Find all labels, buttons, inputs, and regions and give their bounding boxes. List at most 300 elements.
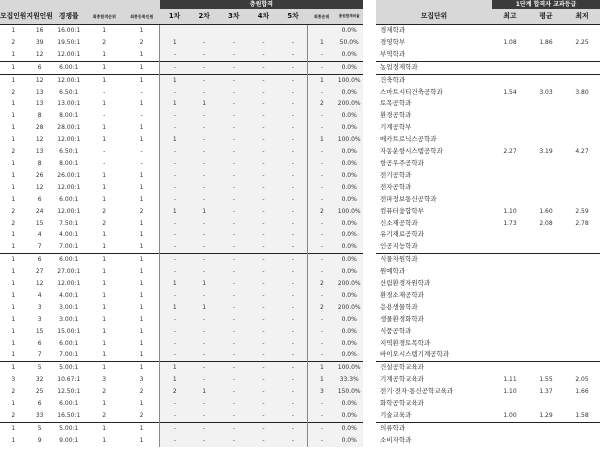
cell-round-2: - bbox=[189, 146, 219, 158]
cell-final-registered: 1 bbox=[124, 74, 160, 86]
cell-final-rank: 1 bbox=[85, 254, 124, 266]
table-row bbox=[0, 182, 363, 194]
cell-final-rank: 1 bbox=[102, 268, 107, 276]
cell-applicants: 8 bbox=[37, 112, 42, 120]
cell-grade-min: 1.66 bbox=[575, 388, 589, 396]
cell-round-5: - bbox=[278, 182, 308, 194]
cell-round-2: - bbox=[189, 266, 219, 278]
cell-round-2: - bbox=[189, 314, 219, 326]
table-row bbox=[376, 158, 600, 170]
cell-competition: 3.00:1 bbox=[59, 315, 79, 323]
cell-final-registered: 1 bbox=[139, 231, 144, 239]
table-row bbox=[0, 98, 363, 110]
cell-round-5: - bbox=[278, 49, 308, 61]
cell-final-order: 1 bbox=[308, 374, 336, 386]
cell-additional-rate: 0.0% bbox=[335, 182, 363, 194]
table-row bbox=[0, 302, 363, 314]
cell-round-3: - bbox=[219, 290, 249, 302]
cell-round-4: - bbox=[249, 206, 279, 218]
cell-final-order: - bbox=[308, 266, 336, 278]
cell-final-rank: 1 bbox=[102, 351, 107, 359]
cell-grade-avg bbox=[528, 122, 564, 134]
cell-grade-avg bbox=[528, 349, 564, 361]
cell-competition: 12.00:1 bbox=[57, 50, 81, 58]
cell-round-3: - bbox=[219, 241, 249, 253]
cell-grade-avg bbox=[528, 110, 564, 122]
cell-round-5: - bbox=[278, 422, 308, 434]
cell-final-rank: 1 bbox=[85, 74, 124, 86]
cell-round-4: - bbox=[249, 122, 279, 134]
table-row bbox=[376, 349, 600, 361]
cell-round-1: 1 bbox=[160, 37, 190, 49]
cell-round-2: 1 bbox=[189, 98, 219, 110]
cell-grade-avg: 2.08 bbox=[539, 219, 553, 227]
cell-additional-rate: 200.0% bbox=[335, 98, 363, 110]
cell-grade-max bbox=[492, 110, 528, 122]
cell-round-4: - bbox=[249, 241, 279, 253]
cell-round-2: - bbox=[189, 87, 219, 99]
table-row bbox=[0, 206, 363, 218]
cell-round-4: - bbox=[249, 254, 279, 266]
cell-recruit: 1 bbox=[11, 436, 16, 444]
cell-final-rank: - bbox=[103, 148, 106, 156]
cell-final-registered: 1 bbox=[139, 303, 144, 311]
cell-round-5: - bbox=[278, 326, 308, 338]
cell-additional-rate: 200.0% bbox=[335, 278, 363, 290]
cell-additional-rate: 0.0% bbox=[335, 110, 363, 122]
cell-round-5: - bbox=[278, 206, 308, 218]
table-row bbox=[376, 254, 600, 266]
cell-round-4: - bbox=[249, 386, 279, 398]
cell-round-5: - bbox=[278, 134, 308, 146]
cell-round-3: - bbox=[219, 146, 249, 158]
cell-round-4: - bbox=[249, 398, 279, 410]
cell-additional-rate: 0.0% bbox=[335, 146, 363, 158]
cell-unit-name: 응용생물학과 bbox=[380, 302, 418, 311]
cell-recruit: 1 bbox=[11, 303, 16, 311]
cell-grade-max bbox=[492, 170, 528, 182]
table-row bbox=[0, 349, 363, 361]
cell-round-4: - bbox=[249, 278, 279, 290]
cell-round-4: - bbox=[249, 74, 279, 86]
cell-round-4: - bbox=[249, 374, 279, 386]
cell-round-5: - bbox=[278, 410, 308, 422]
table-row bbox=[0, 266, 363, 278]
header-competition: 경쟁률 bbox=[53, 9, 85, 25]
cell-grade-min: 2.05 bbox=[575, 376, 589, 384]
table-row bbox=[0, 314, 363, 326]
cell-round-4: - bbox=[249, 158, 279, 170]
cell-final-rank: 1 bbox=[102, 339, 107, 347]
cell-round-1: - bbox=[160, 410, 190, 422]
cell-round-2: - bbox=[189, 290, 219, 302]
table-row bbox=[0, 362, 363, 374]
cell-round-4: - bbox=[249, 422, 279, 434]
cell-additional-rate: 200.0% bbox=[335, 302, 363, 314]
cell-grade-avg bbox=[528, 229, 564, 241]
table-row bbox=[376, 314, 600, 326]
cell-round-4: - bbox=[249, 218, 279, 230]
cell-grade-avg bbox=[528, 326, 564, 338]
cell-round-5: - bbox=[278, 349, 308, 361]
cell-round-2: - bbox=[189, 410, 219, 422]
cell-unit-name: 컴퓨터융합학부 bbox=[380, 206, 424, 215]
cell-round-3: - bbox=[219, 182, 249, 194]
cell-final-rank: 1 bbox=[102, 436, 107, 444]
cell-round-2: - bbox=[189, 349, 219, 361]
cell-round-2: - bbox=[189, 229, 219, 241]
cell-recruit: 1 bbox=[0, 61, 26, 74]
cell-grade-min bbox=[564, 122, 600, 134]
cell-round-3: - bbox=[219, 134, 249, 146]
cell-round-1: 1 bbox=[160, 74, 190, 86]
cell-round-5: - bbox=[278, 398, 308, 410]
cell-round-2: - bbox=[189, 158, 219, 170]
cell-unit-name: 농업경제학과 bbox=[376, 61, 492, 74]
cell-grade-min: 2.59 bbox=[575, 207, 589, 215]
cell-round-4: - bbox=[249, 302, 279, 314]
table-row bbox=[0, 134, 363, 146]
cell-recruit: 1 bbox=[11, 136, 16, 144]
cell-additional-rate: 150.0% bbox=[335, 386, 363, 398]
cell-unit-name: 산림환경자원학과 bbox=[380, 279, 431, 288]
cell-recruit: 1 bbox=[11, 243, 16, 251]
cell-applicants: 16 bbox=[26, 25, 52, 37]
cell-final-order: 1 bbox=[308, 74, 336, 86]
table-row bbox=[0, 158, 363, 170]
table-row bbox=[376, 194, 600, 206]
cell-round-4 bbox=[249, 25, 279, 37]
cell-competition: 8.00:1 bbox=[59, 159, 79, 167]
cell-competition: 6.00:1 bbox=[53, 254, 85, 266]
cell-grade-max bbox=[492, 326, 528, 338]
cell-final-rank: 1 bbox=[102, 231, 107, 239]
cell-unit-name: 지역환경토목학과 bbox=[380, 338, 431, 347]
table-row bbox=[0, 122, 363, 134]
cell-grade-min bbox=[564, 338, 600, 350]
cell-recruit: 2 bbox=[11, 38, 16, 46]
cell-competition: 12.00:1 bbox=[57, 280, 81, 288]
header-final-registered: 최종등록인원 bbox=[124, 9, 160, 25]
table-row bbox=[376, 87, 600, 99]
cell-competition: 13.00:1 bbox=[57, 100, 81, 108]
cell-unit-name: 항공우주공학과 bbox=[380, 158, 424, 167]
cell-unit-name: 환경소재공학과 bbox=[380, 290, 424, 299]
cell-final-registered: 1 bbox=[124, 25, 160, 37]
cell-grade-avg bbox=[528, 49, 564, 61]
cell-round-4: - bbox=[249, 326, 279, 338]
cell-grade-avg: 3.03 bbox=[539, 88, 553, 96]
table-row bbox=[0, 422, 363, 434]
cell-final-rank: 1 bbox=[102, 124, 107, 132]
cell-final-rank: 1 bbox=[102, 171, 107, 179]
cell-round-1: 1 bbox=[160, 278, 190, 290]
cell-round-1: - bbox=[160, 122, 190, 134]
cell-final-order: - bbox=[308, 122, 336, 134]
cell-grade-max bbox=[492, 241, 528, 253]
cell-round-1: - bbox=[160, 314, 190, 326]
cell-grade-max: 1.73 bbox=[503, 219, 517, 227]
cell-round-3: - bbox=[219, 218, 249, 230]
cell-competition: 4.00:1 bbox=[59, 231, 79, 239]
cell-round-3: - bbox=[219, 278, 249, 290]
cell-final-registered: - bbox=[140, 88, 143, 96]
cell-grade-max: 1.10 bbox=[503, 388, 517, 396]
cell-round-1: - bbox=[160, 422, 190, 434]
cell-competition: 12.50:1 bbox=[57, 388, 81, 396]
cell-final-registered: 1 bbox=[139, 339, 144, 347]
cell-final-rank: 2 bbox=[102, 207, 107, 215]
table-row bbox=[376, 182, 600, 194]
cell-final-registered: 1 bbox=[139, 195, 144, 203]
cell-round-2: - bbox=[189, 398, 219, 410]
table-row bbox=[376, 290, 600, 302]
cell-unit-name: 인공지능학과 bbox=[380, 242, 418, 251]
cell-final-rank: 1 bbox=[85, 362, 124, 374]
cell-grade-avg bbox=[528, 314, 564, 326]
cell-round-5: - bbox=[278, 302, 308, 314]
header-unit: 모집단위 bbox=[376, 9, 492, 25]
cell-round-2: - bbox=[189, 374, 219, 386]
table-row bbox=[0, 218, 363, 230]
cell-round-5: - bbox=[278, 229, 308, 241]
cell-round-2: - bbox=[189, 194, 219, 206]
cell-unit-name: 스마트시티건축공학과 bbox=[380, 87, 443, 96]
cell-round-2 bbox=[189, 25, 219, 37]
cell-round-2: - bbox=[189, 182, 219, 194]
cell-round-2: - bbox=[189, 74, 219, 86]
cell-additional-rate: 0.0% bbox=[335, 194, 363, 206]
cell-final-registered: 2 bbox=[139, 207, 144, 215]
cell-final-order: - bbox=[308, 218, 336, 230]
cell-final-rank: 1 bbox=[102, 195, 107, 203]
cell-applicants: 39 bbox=[35, 38, 44, 46]
cell-recruit: 1 bbox=[11, 171, 16, 179]
cell-recruit: 1 bbox=[11, 351, 16, 359]
cell-round-1: - bbox=[160, 194, 190, 206]
header-additional-admission: 충원합격 bbox=[160, 0, 363, 9]
cell-final-order: - bbox=[308, 435, 336, 447]
cell-grade-min: 4.27 bbox=[575, 148, 589, 156]
cell-additional-rate: 50.0% bbox=[335, 37, 363, 49]
cell-applicants: 9 bbox=[37, 436, 42, 444]
cell-final-rank: 1 bbox=[102, 400, 107, 408]
cell-final-rank: 2 bbox=[102, 412, 107, 419]
cell-competition: 12.00:1 bbox=[57, 136, 81, 144]
cell-grade-avg: 1.37 bbox=[539, 388, 553, 396]
cell-unit-name: 메카트로닉스공학과 bbox=[380, 135, 437, 144]
table-row bbox=[0, 110, 363, 122]
cell-grade-min bbox=[564, 349, 600, 361]
cell-recruit: 1 bbox=[11, 291, 16, 299]
cell-grade-avg bbox=[528, 398, 564, 410]
cell-additional-rate: 0.0% bbox=[335, 435, 363, 447]
cell-applicants: 6 bbox=[26, 61, 52, 74]
cell-grade-min bbox=[564, 25, 600, 37]
cell-round-4: - bbox=[249, 49, 279, 61]
cell-grade-avg bbox=[528, 158, 564, 170]
cell-round-4: - bbox=[249, 266, 279, 278]
cell-grade-avg bbox=[528, 134, 564, 146]
cell-grade-avg: 1.60 bbox=[539, 207, 553, 215]
cell-grade-max bbox=[492, 49, 528, 61]
cell-applicants: 32 bbox=[35, 376, 44, 384]
cell-round-5: - bbox=[278, 266, 308, 278]
cell-round-3: - bbox=[219, 435, 249, 447]
cell-recruit: 1 bbox=[11, 280, 16, 288]
table-row bbox=[376, 410, 600, 422]
cell-round-4: - bbox=[249, 146, 279, 158]
cell-round-1: 1 bbox=[160, 98, 190, 110]
cell-unit-name: 경제학과 bbox=[376, 25, 492, 37]
cell-additional-rate: 0.0% bbox=[335, 266, 363, 278]
cell-round-3: - bbox=[219, 170, 249, 182]
cell-round-3: - bbox=[219, 87, 249, 99]
cell-grade-avg: 3.19 bbox=[539, 148, 553, 156]
cell-grade-avg bbox=[528, 278, 564, 290]
cell-grade-avg: 1.55 bbox=[539, 376, 553, 384]
cell-grade-max: 1.54 bbox=[503, 88, 517, 96]
table-row bbox=[376, 241, 600, 253]
cell-final-order: - bbox=[308, 146, 336, 158]
cell-round-2: - bbox=[189, 218, 219, 230]
cell-grade-min bbox=[564, 398, 600, 410]
cell-recruit: 1 bbox=[11, 159, 16, 167]
cell-round-1: 1 bbox=[160, 374, 190, 386]
header-round-2: 2차 bbox=[189, 9, 219, 25]
cell-grade-min bbox=[564, 98, 600, 110]
cell-round-3: - bbox=[219, 266, 249, 278]
table-row bbox=[0, 290, 363, 302]
cell-final-registered: 1 bbox=[139, 171, 144, 179]
cell-applicants: 26 bbox=[35, 171, 44, 179]
cell-additional-rate: 0.0% bbox=[335, 61, 363, 74]
cell-round-3: - bbox=[219, 98, 249, 110]
cell-recruit: 1 bbox=[11, 327, 16, 335]
cell-applicants: 7 bbox=[37, 243, 42, 251]
cell-grade-max bbox=[492, 254, 528, 266]
cell-final-rank: 2 bbox=[102, 219, 107, 227]
cell-round-4: - bbox=[249, 110, 279, 122]
cell-unit-name: 전기·전자·통신공학교육과 bbox=[380, 387, 454, 396]
cell-final-rank: - bbox=[103, 112, 106, 120]
cell-round-1: - bbox=[160, 241, 190, 253]
cell-final-rank: 1 bbox=[102, 243, 107, 251]
cell-recruit: 1 bbox=[11, 231, 16, 239]
cell-round-3: - bbox=[219, 110, 249, 122]
cell-unit-name: 자동운항시스템공학과 bbox=[380, 147, 443, 156]
table-row bbox=[0, 74, 363, 86]
cell-round-2: 1 bbox=[189, 278, 219, 290]
cell-round-4: - bbox=[249, 362, 279, 374]
cell-applicants: 12 bbox=[35, 280, 44, 288]
cell-round-2: - bbox=[189, 170, 219, 182]
cell-grade-max: 1.11 bbox=[503, 376, 517, 384]
cell-round-5: - bbox=[278, 374, 308, 386]
header-grade-group: 1단계 합격자 교과등급 bbox=[492, 0, 600, 9]
cell-competition: 19.50:1 bbox=[57, 38, 81, 46]
cell-round-3: - bbox=[219, 410, 249, 422]
cell-round-3: - bbox=[219, 314, 249, 326]
header-round-5: 5차 bbox=[278, 9, 308, 25]
cell-grade-max bbox=[492, 134, 528, 146]
cell-recruit: 1 bbox=[11, 195, 16, 203]
cell-round-2: 1 bbox=[189, 302, 219, 314]
cell-additional-rate: 0.0% bbox=[335, 158, 363, 170]
cell-round-1: - bbox=[160, 158, 190, 170]
cell-recruit: 1 bbox=[11, 100, 16, 108]
table-row bbox=[376, 229, 600, 241]
cell-applicants: 4 bbox=[37, 231, 42, 239]
cell-competition: 27.00:1 bbox=[57, 268, 81, 276]
cell-round-1: 1 bbox=[160, 134, 190, 146]
cell-round-4: - bbox=[249, 229, 279, 241]
cell-applicants: 8 bbox=[37, 159, 42, 167]
table-row bbox=[0, 278, 363, 290]
cell-recruit: 1 bbox=[0, 362, 26, 374]
cell-final-order: - bbox=[308, 110, 336, 122]
cell-additional-rate: 33.3% bbox=[335, 374, 363, 386]
cell-round-1: - bbox=[160, 326, 190, 338]
cell-grade-max bbox=[492, 74, 528, 86]
table-row bbox=[0, 435, 363, 447]
table-row bbox=[0, 326, 363, 338]
cell-grade-avg: 1.86 bbox=[539, 38, 553, 46]
cell-applicants: 15 bbox=[35, 219, 44, 227]
cell-final-order: - bbox=[308, 49, 336, 61]
cell-grade-min bbox=[564, 241, 600, 253]
cell-applicants: 13 bbox=[35, 100, 44, 108]
cell-applicants: 13 bbox=[35, 88, 44, 96]
cell-round-4: - bbox=[249, 170, 279, 182]
cell-round-2: - bbox=[189, 362, 219, 374]
cell-unit-name: 식물자원학과 bbox=[376, 254, 492, 266]
cell-grade-max: 1.10 bbox=[503, 207, 517, 215]
cell-round-3: - bbox=[219, 61, 249, 74]
cell-grade-min bbox=[564, 229, 600, 241]
cell-grade-max bbox=[492, 349, 528, 361]
cell-grade-avg bbox=[528, 302, 564, 314]
cell-round-2: - bbox=[189, 241, 219, 253]
cell-applicants: 12 bbox=[35, 50, 44, 58]
cell-grade-avg bbox=[528, 61, 564, 74]
cell-grade-min bbox=[564, 266, 600, 278]
cell-applicants: 27 bbox=[35, 268, 44, 276]
cell-grade-max: 1.00 bbox=[503, 412, 517, 419]
cell-competition: 7.00:1 bbox=[59, 351, 79, 359]
cell-final-order: - bbox=[308, 87, 336, 99]
cell-grade-min bbox=[564, 290, 600, 302]
table-row bbox=[376, 326, 600, 338]
table-row bbox=[376, 266, 600, 278]
cell-grade-min bbox=[564, 158, 600, 170]
cell-grade-max bbox=[492, 61, 528, 74]
cell-additional-rate: 0.0% bbox=[335, 398, 363, 410]
cell-grade-max bbox=[492, 122, 528, 134]
cell-applicants: 25 bbox=[35, 388, 44, 396]
cell-grade-min: 2.78 bbox=[575, 219, 589, 227]
cell-unit-name: 건축학과 bbox=[376, 74, 492, 86]
cell-applicants: 6 bbox=[37, 195, 42, 203]
cell-competition: 12.00:1 bbox=[53, 74, 85, 86]
cell-round-2: - bbox=[189, 254, 219, 266]
cell-competition: 6.50:1 bbox=[59, 88, 79, 96]
cell-additional-rate: 100.0% bbox=[335, 206, 363, 218]
cell-final-rank: 1 bbox=[102, 183, 107, 191]
cell-final-registered: 1 bbox=[124, 362, 160, 374]
cell-final-registered: 1 bbox=[124, 61, 160, 74]
cell-unit-name: 토목공학과 bbox=[380, 99, 412, 108]
